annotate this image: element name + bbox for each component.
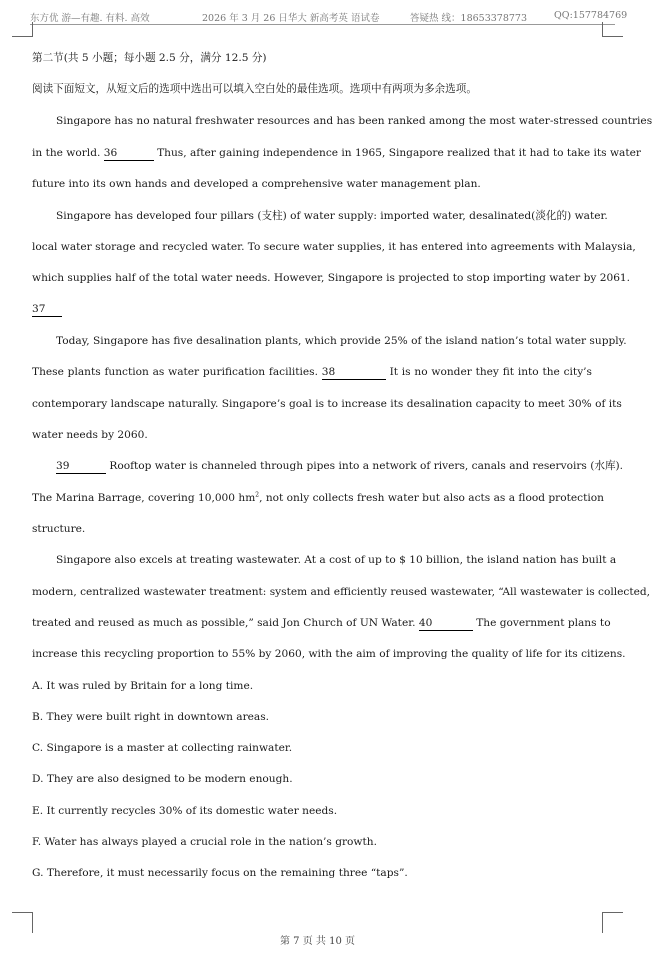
passage-line (32, 616, 611, 631)
section-title: 第二节(共 5 小题；每小题 2.5 分，满分 12.5 分) (32, 52, 267, 64)
passage-text: , not only collects fresh water but also acts as a flood protection (259, 492, 604, 504)
header-qq: QQ:157784769 (554, 10, 628, 21)
header-hotline: 答疑热 线：18653378773 (410, 13, 528, 24)
passage-line (32, 491, 604, 505)
option-d[interactable]: D. They are also designed to be modern enough. (32, 773, 293, 785)
blank-40[interactable]: 40 (419, 616, 473, 631)
option-c[interactable]: C. Singapore is a master at collecting rainwater. (32, 742, 293, 754)
passage-line: Today, Singapore has five desalination plants, which provide 25% of the island nation’s total water supply. (56, 335, 627, 347)
blank-38[interactable]: 38 (322, 365, 386, 380)
passage-text: These plants function as water purification facilities. (32, 366, 318, 378)
option-f[interactable]: F. Water has always played a crucial role in the nation’s growth. (32, 836, 377, 848)
passage-line: future into its own hands and developed a comprehensive water management plan. (32, 178, 481, 190)
passage-line (56, 459, 624, 474)
passage-line: Singapore also excels at treating wastewater. At a cost of up to $ 10 billion, the island nation has built a (56, 554, 617, 566)
header-exam-title: 2026 年 3 月 26 日华大 新高考英 语试卷 (202, 13, 380, 24)
passage-text: It is no wonder they fit into the city’s (389, 366, 592, 378)
passage-text: The Marina Barrage, covering 10,000 hm (32, 492, 256, 504)
option-g[interactable]: G. Therefore, it must necessarily focus on the remaining three “taps”. (32, 867, 408, 879)
header-brand: 东方优 游—有趣. 有料. 高效 (30, 13, 150, 24)
blank-39[interactable]: 39 (56, 459, 106, 474)
passage-text: Rooftop water is channeled through pipes into a network of rivers, canals and reservoirs (水库). (109, 460, 624, 472)
passage-line: contemporary landscape naturally. Singapore’s goal is to increase its desalination capacity to meet 30% of its (32, 398, 622, 410)
passage-line: Singapore has developed four pillars (支柱) of water supply: imported water, desalinated(淡化的) water. (56, 210, 608, 222)
passage-line: water needs by 2060. (32, 429, 148, 441)
passage-line: Singapore has no natural freshwater resources and has been ranked among the most water-stressed countries (56, 115, 652, 127)
option-a[interactable]: A. It was ruled by Britain for a long time. (32, 680, 254, 692)
crop-mark-bottom-right (602, 912, 623, 933)
page-header (30, 8, 628, 25)
passage-text: Thus, after gaining independence in 1965, Singapore realized that it had to take its water (157, 147, 641, 159)
crop-mark-bottom-left (12, 912, 33, 933)
passage-line: modern, centralized wastewater treatment: system and efficiently reused wastewater, “All wastewater is collected, (32, 586, 650, 598)
passage-line: increase this recycling proportion to 55% by 2060, with the aim of improving the quality of life for its citizens. (32, 648, 626, 660)
passage-text: treated and reused as much as possible,” said Jon Church of UN Water. (32, 617, 416, 629)
blank-36[interactable]: 36 (104, 146, 154, 161)
passage-line (32, 302, 592, 317)
passage-text: in the world. (32, 147, 101, 159)
passage-text: The government plans to (476, 617, 611, 629)
passage-line: local water storage and recycled water. To secure water supplies, it has entered into agreements with Malaysia, (32, 241, 636, 253)
crop-mark-top-right (602, 22, 623, 37)
option-b[interactable]: B. They were built right in downtown areas. (32, 711, 270, 723)
passage-line: structure. (32, 523, 86, 535)
crop-mark-top-left (12, 22, 33, 37)
passage-line (32, 365, 592, 380)
option-e[interactable]: E. It currently recycles 30% of its domestic water needs. (32, 805, 338, 817)
page-number: 第 7 页 共 10 页 (280, 936, 355, 947)
blank-37[interactable]: 37 (32, 302, 62, 317)
passage-line: which supplies half of the total water needs. However, Singapore is projected to stop importing water by 2061. (32, 272, 631, 284)
passage-line (32, 146, 641, 161)
section-instruction: 阅读下面短文，从短文后的选项中选出可以填入空白处的最佳选项。选项中有两项为多余选项。 (32, 83, 477, 95)
superscript: 2 (255, 491, 260, 499)
